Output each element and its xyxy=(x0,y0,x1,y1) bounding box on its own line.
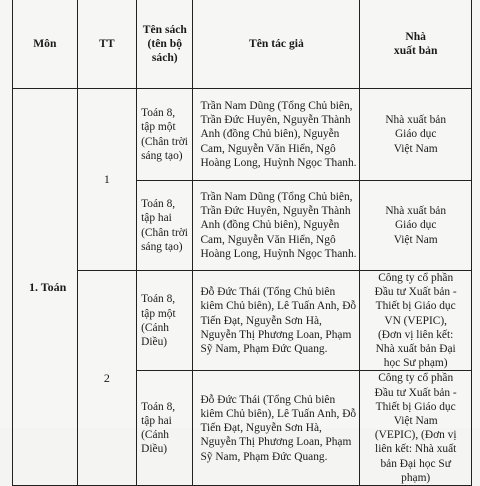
publisher-cell: Công ty cổ phần Đầu tư Xuất bản - Thiết bị Giáo dục Việt Nam (VEPIC), (Đơn vị liên kết: Nhà xuất bản Đại học Sư phạm) xyxy=(360,371,472,486)
book-cell: Toán 8, tập một (Cánh Diều) xyxy=(137,271,193,371)
book-cell: Toán 8, tập hai (Cánh Diều) xyxy=(137,371,193,486)
header-nha-xuat-ban: Nhà xuất bản xyxy=(360,0,472,89)
header-tt: TT xyxy=(77,0,136,89)
header-mon: Môn xyxy=(13,0,78,89)
publisher-cell: Nhà xuất bản Giáo dục Việt Nam xyxy=(360,181,472,271)
header-ten-sach: Tên sách (tên bộ sách) xyxy=(137,0,193,89)
header-ten-tac-gia: Tên tác giả xyxy=(193,0,360,89)
author-cell: Đỗ Đức Thái (Tổng Chủ biên kiêm Chủ biên), Lê Tuấn Anh, Đỗ Tiến Đạt, Nguyễn Sơn Hà, Nguyễn Thị Phương Loan, Phạm Sỹ Nam, Phạm Đức Quang. xyxy=(193,371,360,486)
subject-cell: 1. Toán xyxy=(13,89,78,486)
publisher-cell: Công ty cổ phần Đầu tư Xuất bản - Thiết bị Giáo dục VN (VEPIC), (Đơn vị liên kết: Nhà xuất bản Đại học Sư phạm) xyxy=(360,271,472,371)
header-row xyxy=(13,0,472,89)
table-row xyxy=(13,271,472,371)
tt-cell: 2 xyxy=(77,271,136,486)
author-cell: Đỗ Đức Thái (Tổng Chủ biên kiêm Chủ biên), Lê Tuấn Anh, Đỗ Tiến Đạt, Nguyễn Sơn Hà, Nguyễn Thị Phương Loan, Phạm Sỹ Nam, Phạm Đức Quang. xyxy=(193,271,360,371)
table-row xyxy=(13,89,472,181)
book-cell: Toán 8, tập hai (Chân trời sáng tạo) xyxy=(137,181,193,271)
publisher-cell: Nhà xuất bản Giáo dục Việt Nam xyxy=(360,89,472,181)
author-cell: Trần Nam Dũng (Tổng Chủ biên, Trần Đức Huyên, Nguyễn Thành Anh (đồng Chủ biên), Nguyễn Cam, Nguyễn Văn Hiển, Ngô Hoàng Long, Huỳnh Ngọc Thanh. xyxy=(193,181,360,271)
tt-cell: 1 xyxy=(77,89,136,271)
book-cell: Toán 8, tập một (Chân trời sáng tạo) xyxy=(137,89,193,181)
author-cell: Trần Nam Dũng (Tổng Chủ biên, Trần Đức Huyên, Nguyễn Thành Anh (đồng Chủ biên), Nguyễn Cam, Nguyễn Văn Hiển, Ngô Hoàng Long, Huỳnh Ngọc Thanh. xyxy=(193,89,360,181)
textbook-table xyxy=(12,0,472,486)
